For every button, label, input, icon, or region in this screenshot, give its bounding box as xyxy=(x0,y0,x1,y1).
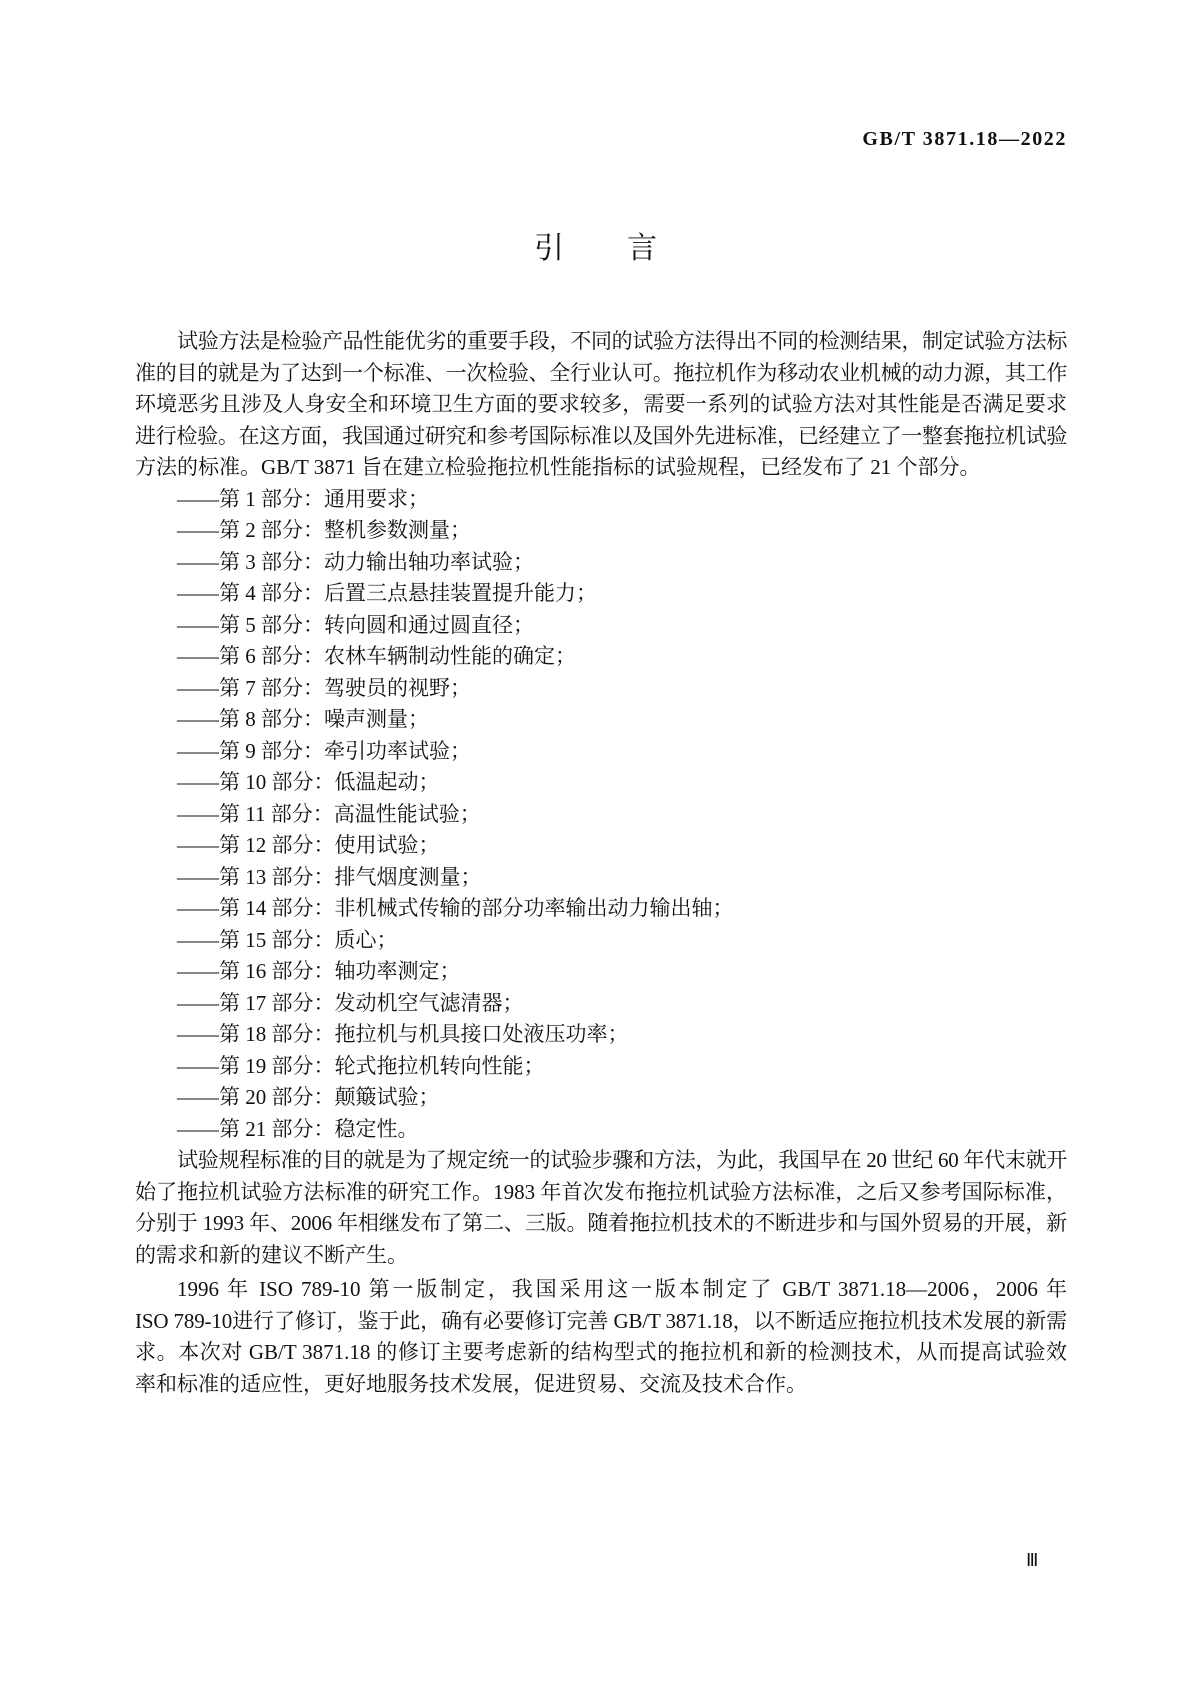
part-list-item-3: ——第 3 部分：动力输出轴功率试验； xyxy=(177,549,534,574)
part-list-item-9: ——第 9 部分：牵引功率试验； xyxy=(177,738,471,763)
part-list-item-15: ——第 15 部分：质心； xyxy=(177,927,398,952)
paragraph-3-line-2: ISO 789-10进行了修订，鉴于此，确有必要修订完善 GB/T 3871.18，以不断适应拖拉机技术发展的新需 xyxy=(135,1308,1067,1333)
part-list-item-12: ——第 12 部分：使用试验； xyxy=(177,833,440,857)
introduction-body xyxy=(135,326,1067,1400)
part-list-item-10: ——第 10 部分：低温起动； xyxy=(177,770,440,794)
paragraph-1-line-2: 准的目的就是为了达到一个标准、一次检验、全行业认可。拖拉机作为移动农业机械的动力源，其工作 xyxy=(135,360,1067,385)
part-list-item-19: ——第 19 部分：轮式拖拉机转向性能； xyxy=(177,1053,545,1078)
paragraph-1-line-5: 方法的标准。GB/T 3871 旨在建立检验拖拉机性能指标的试验规程，已经发布了 21 个部分。 xyxy=(135,455,981,479)
page-number: Ⅲ xyxy=(1026,1550,1039,1570)
paragraph-2-line-4: 的需求和新的建议不断产生。 xyxy=(135,1242,408,1267)
paragraph-2-line-1: 试验规程标准的目的就是为了规定统一的试验步骤和方法，为此，我国早在 20 世纪 60 年代末就开 xyxy=(177,1148,1067,1172)
part-list-item-6: ——第 6 部分：农林车辆制动性能的确定； xyxy=(177,644,576,668)
part-list-item-7: ——第 7 部分：驾驶员的视野； xyxy=(177,675,471,700)
part-list-item-14: ——第 14 部分：非机械式传输的部分功率输出动力输出轴； xyxy=(177,896,734,920)
intro-paragraph-1 xyxy=(135,326,1067,484)
part-list-item-13: ——第 13 部分：排气烟度测量； xyxy=(177,864,482,889)
part-list-item-1: ——第 1 部分：通用要求； xyxy=(177,486,429,511)
paragraph-2-line-3: 分别于 1993 年、2006 年相继发布了第二、三版。随着拖拉机技术的不断进步和与国外贸易的开展，新 xyxy=(135,1211,1067,1235)
parts-list xyxy=(135,484,1067,1146)
page-title: 引言 xyxy=(534,231,720,266)
standard-number-header: GB/T 3871.18—2022 xyxy=(862,128,1067,150)
part-list-item-18: ——第 18 部分：拖拉机与机具接口处液压功率； xyxy=(177,1022,629,1046)
part-list-item-21: ——第 21 部分：稳定性。 xyxy=(177,1116,419,1141)
intro-paragraph-3 xyxy=(135,1274,1067,1400)
paragraph-2-line-2: 始了拖拉机试验方法标准的研究工作。1983 年首次发布拖拉机试验方法标准，之后又参考国际标准， xyxy=(135,1179,1067,1204)
part-list-item-20: ——第 20 部分：颠簸试验； xyxy=(177,1085,440,1109)
part-list-item-16: ——第 16 部分：轴功率测定； xyxy=(177,959,461,983)
paragraph-1-line-1: 试验方法是检验产品性能优劣的重要手段，不同的试验方法得出不同的检测结果，制定试验方法标 xyxy=(177,329,1067,353)
part-list-item-11: ——第 11 部分：高温性能试验； xyxy=(177,801,481,826)
paragraph-3-line-4: 率和标准的适应性，更好地服务技术发展，促进贸易、交流及技术合作。 xyxy=(135,1371,807,1396)
part-list-item-4: ——第 4 部分：后置三点悬挂装置提升能力； xyxy=(177,581,597,605)
part-list-item-5: ——第 5 部分：转向圆和通过圆直径； xyxy=(177,612,534,637)
part-list-item-17: ——第 17 部分：发动机空气滤清器； xyxy=(177,990,524,1015)
paragraph-3-line-1: 1996 年 ISO 789-10 第一版制定，我国采用这一版本制定了 GB/T 3871.18—2006，2006 年 xyxy=(177,1277,1067,1301)
intro-paragraph-2 xyxy=(135,1145,1067,1271)
part-list-item-8: ——第 8 部分：噪声测量； xyxy=(177,707,429,731)
paragraph-3-line-3: 求。本次对 GB/T 3871.18 的修订主要考虑新的结构型式的拖拉机和新的检测技术，从而提高试验效 xyxy=(135,1340,1067,1364)
part-list-item-2: ——第 2 部分：整机参数测量； xyxy=(177,518,471,542)
paragraph-1-line-4: 进行检验。在这方面，我国通过研究和参考国际标准以及国外先进标准，已经建立了一整套拖拉机试验 xyxy=(135,423,1067,448)
paragraph-1-line-3: 环境恶劣且涉及人身安全和环境卫生方面的要求较多，需要一系列的试验方法对其性能是否满足要求 xyxy=(135,392,1067,416)
